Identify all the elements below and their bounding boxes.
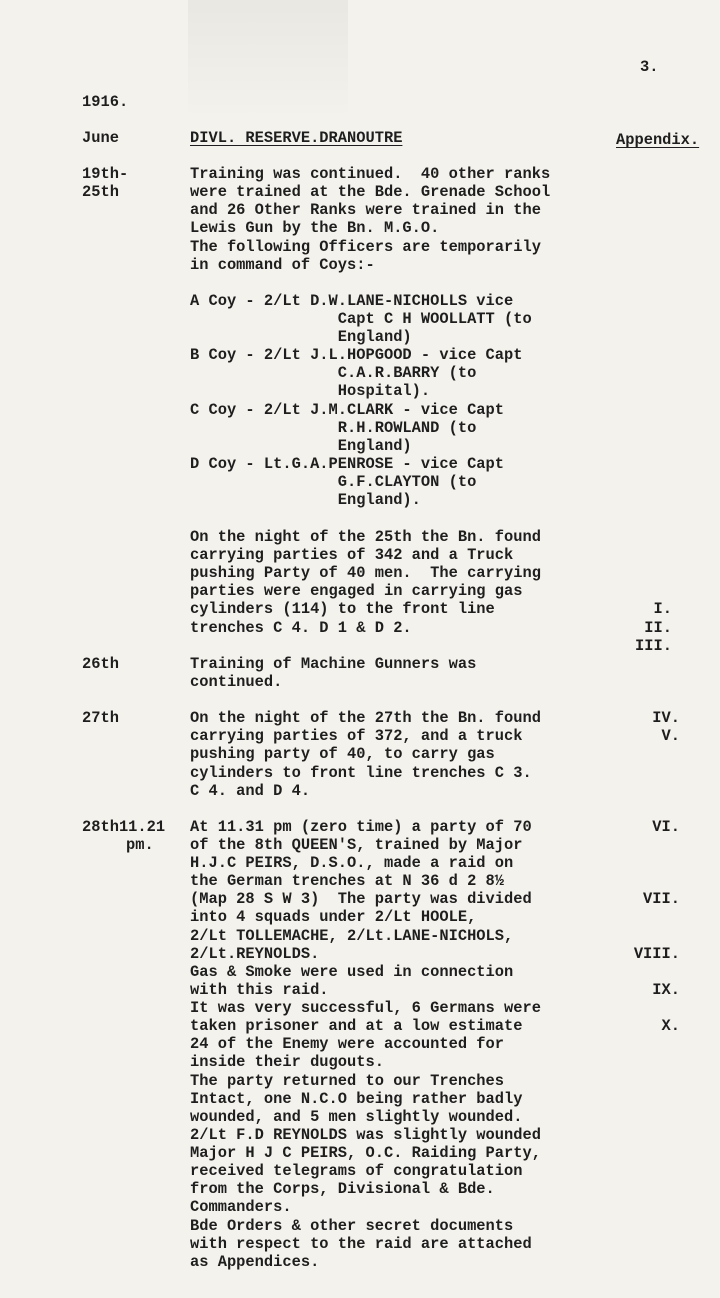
appendix-ref: VII. bbox=[643, 890, 680, 908]
appendix-ref: III. bbox=[635, 637, 672, 655]
coy-line: England). bbox=[190, 491, 421, 509]
entry-text-line: pushing party of 40, to carry gas bbox=[190, 745, 495, 763]
entry-text-line: On the night of the 25th the Bn. found bbox=[190, 528, 541, 546]
entry-text-line: pushing Party of 40 men. The carrying bbox=[190, 564, 541, 582]
entry-text-line: carrying parties of 342 and a Truck bbox=[190, 546, 514, 564]
entry-text-line: and 26 Other Ranks were trained in the bbox=[190, 201, 541, 219]
entry-text-line: wounded, and 5 men slightly wounded. bbox=[190, 1108, 523, 1126]
entry-text-line: H.J.C PEIRS, D.S.O., made a raid on bbox=[190, 854, 514, 872]
entry-text-line: Gas & Smoke were used in connection bbox=[190, 963, 514, 981]
year-label: 1916. bbox=[82, 93, 129, 111]
entry-date: 26th bbox=[82, 655, 119, 673]
entry-text-line: Bde Orders & other secret documents bbox=[190, 1217, 514, 1235]
entry-text-line: It was very successful, 6 Germans were bbox=[190, 999, 541, 1017]
paper-shading bbox=[188, 0, 348, 120]
entry-text-line: C 4. and D 4. bbox=[190, 782, 311, 800]
entry-text-line: the German trenches at N 36 d 2 8½ bbox=[190, 872, 505, 890]
entry-date: 28th11.21 bbox=[82, 818, 166, 836]
entry-date: pm. bbox=[126, 836, 154, 854]
entry-text-line: inside their dugouts. bbox=[190, 1053, 384, 1071]
page-number: 3. bbox=[640, 58, 659, 76]
coy-line: Capt C H WOOLLATT (to bbox=[190, 310, 532, 328]
appendix-ref: IX. bbox=[652, 981, 680, 999]
entry-text-line: as Appendices. bbox=[190, 1253, 320, 1271]
entry-text-line: from the Corps, Divisional & Bde. bbox=[190, 1180, 495, 1198]
appendix-heading: Appendix. bbox=[616, 131, 700, 149]
appendix-ref: II. bbox=[644, 619, 672, 637]
entry-text-line: with respect to the raid are attached bbox=[190, 1235, 532, 1253]
entry-date: 25th bbox=[82, 183, 119, 201]
appendix-ref: IV. bbox=[652, 709, 680, 727]
coy-line: R.H.ROWLAND (to bbox=[190, 419, 477, 437]
entry-text-line: Commanders. bbox=[190, 1198, 292, 1216]
entry-text-line: The following Officers are temporarily bbox=[190, 238, 541, 256]
entry-text-line: 24 of the Enemy were accounted for bbox=[190, 1035, 505, 1053]
entry-text-line: Lewis Gun by the Bn. M.G.O. bbox=[190, 219, 440, 237]
entry-text-line: The party returned to our Trenches bbox=[190, 1072, 505, 1090]
entry-text-line: parties were engaged in carrying gas bbox=[190, 582, 523, 600]
entry-text-line: received telegrams of congratulation bbox=[190, 1162, 523, 1180]
coy-line: England) bbox=[190, 328, 412, 346]
appendix-ref: V. bbox=[661, 727, 680, 745]
entry-text-line: with this raid. bbox=[190, 981, 329, 999]
entry-text-line: continued. bbox=[190, 673, 283, 691]
coy-line: D Coy - Lt.G.A.PENROSE - vice Capt bbox=[190, 455, 505, 473]
entry-text-line: trenches C 4. D 1 & D 2. bbox=[190, 619, 412, 637]
appendix-ref: X. bbox=[661, 1017, 680, 1035]
entry-text-line: On the night of the 27th the Bn. found bbox=[190, 709, 541, 727]
entry-text-line: Training of Machine Gunners was bbox=[190, 655, 477, 673]
appendix-ref: VI. bbox=[652, 818, 680, 836]
coy-line: C Coy - 2/Lt J.M.CLARK - vice Capt bbox=[190, 401, 505, 419]
entry-date: 27th bbox=[82, 709, 119, 727]
coy-line: England) bbox=[190, 437, 412, 455]
appendix-ref: I. bbox=[653, 600, 672, 618]
entry-text-line: were trained at the Bde. Grenade School bbox=[190, 183, 551, 201]
section-heading: DIVL. RESERVE.DRANOUTRE bbox=[190, 129, 403, 147]
coy-line: B Coy - 2/Lt J.L.HOPGOOD - vice Capt bbox=[190, 346, 523, 364]
entry-text-line: in command of Coys:- bbox=[190, 256, 375, 274]
coy-line: C.A.R.BARRY (to bbox=[190, 364, 477, 382]
entry-text-line: taken prisoner and at a low estimate bbox=[190, 1017, 523, 1035]
entry-text-line: Training was continued. 40 other ranks bbox=[190, 165, 551, 183]
coy-line: Hospital). bbox=[190, 382, 431, 400]
entry-text-line: 2/Lt F.D REYNOLDS was slightly wounded bbox=[190, 1126, 541, 1144]
coy-line: G.F.CLAYTON (to bbox=[190, 473, 477, 491]
entry-text-line: 2/Lt.REYNOLDS. bbox=[190, 945, 320, 963]
entry-date: 19th- bbox=[82, 165, 129, 183]
appendix-ref: VIII. bbox=[633, 945, 680, 963]
entry-text-line: Intact, one N.C.O being rather badly bbox=[190, 1090, 523, 1108]
month-label: June bbox=[82, 129, 119, 147]
entry-text-line: carrying parties of 372, and a truck bbox=[190, 727, 523, 745]
entry-text-line: into 4 squads under 2/Lt HOOLE, bbox=[190, 908, 477, 926]
coy-line: A Coy - 2/Lt D.W.LANE-NICHOLLS vice bbox=[190, 292, 514, 310]
entry-text-line: of the 8th QUEEN'S, trained by Major bbox=[190, 836, 523, 854]
entry-text-line: cylinders (114) to the front line bbox=[190, 600, 495, 618]
entry-text-line: Major H J C PEIRS, O.C. Raiding Party, bbox=[190, 1144, 541, 1162]
entry-text-line: 2/Lt TOLLEMACHE, 2/Lt.LANE-NICHOLS, bbox=[190, 927, 514, 945]
entry-text-line: At 11.31 pm (zero time) a party of 70 bbox=[190, 818, 532, 836]
entry-text-line: cylinders to front line trenches C 3. bbox=[190, 764, 532, 782]
entry-text-line: (Map 28 S W 3) The party was divided bbox=[190, 890, 532, 908]
